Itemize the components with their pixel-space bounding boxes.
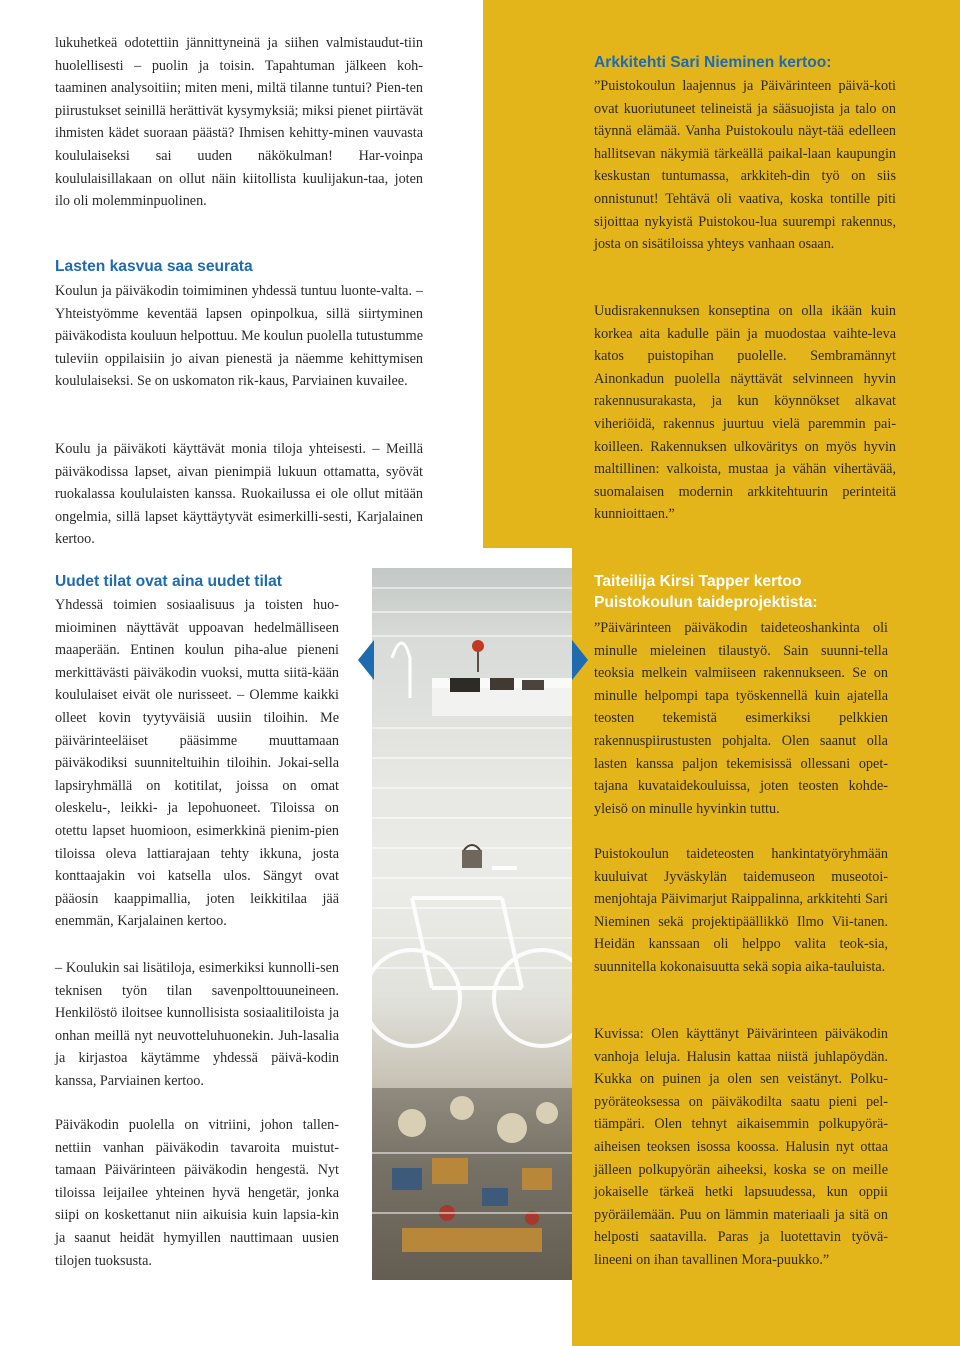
architect-paragraph-1: ”Puistokoulun laajennus ja Päivärinteen päivä-koti ovat kuoriutuneet telineistä ja sääsuojista ja talo on täynnä elämää. Vanha Puistokoulu näyt-tää edelleen hallitsevan näkymiä tärkeällä paikal-laan kaupungin keskustan tuntumassa, arkkiteh-din työ on siis onnistunut! Tehtävä oli vaativa, koska tontille piti sijoittaa nykyistä Puistokou-lua suurempi rakennus, josta on sisätiloissa yhteys vanhaan osaan. (594, 78, 896, 253)
section-heading-lasten-kasvua: Lasten kasvua saa seurata (55, 258, 253, 275)
intro-paragraph: lukuhetkeä odotettiin jännittyneinä ja siihen valmistaudut-tiin huolellisesti – puolin ja toisin. Tapahtuman jälkeen koh-taaminen analysoitiin; miten meni, miltä tilanne tuntui? Pien-ten piirustukset seinillä herättivät kysymyksiä; miksi pienet piirtävät ihmisten kädet suoraan päästä? Ihmisen kehitty-minen vauvasta koululaiseksi sai uuden näkökulman! Har-voinpa koululaisillakaan on ollut näin kiitollista kuulijakun-taa, joten ilo oli molemminpuolinen. (55, 35, 423, 210)
artist-paragraph-1: ”Päivärinteen päiväkodin taideteoshankinta oli minulle mieleinen tilaustyö. Sain suunni-tella teoksia melkein valmiiseen rakennukseen. Se on minulle helpompi tapa työskennellä kuin ajatella teosten tekemistä esimerkiksi pelkkien rakennuspiirustusten pohjalta. Olen saanut olla lasten kanssa paljon tekemisissä ollessani opet-tajana kuvataidekouluissa, joten teosten kohde-yleisö on minulle hyvinkin tuttu. (594, 620, 888, 817)
section1-paragraph-1: Koulun ja päiväkodin toimiminen yhdessä tuntuu luonte-valta. – Yhteistyömme keventää lapsen opinpolkua, sillä siirtyminen päiväkodista kouluun helpottuu. Me koulun puolella tutustumme tuleviin oppilaisiin jo aivan pienestä ja näemme kehittymisen koululaiseksi. Se on uskomaton rik-kaus, Parviainen kuvailee. (55, 283, 423, 390)
arrow-left-icon (358, 640, 374, 680)
architect-heading: Arkkitehti Sari Nieminen kertoo: (594, 54, 832, 71)
section1-paragraph-2: Koulu ja päiväkoti käyttävät monia tiloja yhteisesti. – Meillä päiväkodissa lapset, aivan pienimpiä lukuun ottamatta, syövät ruokalassa koululaisten kanssa. Ruokailussa ei ole ollut mitään ongelmia, sillä lapset käyttäytyvät esimerkilli-sesti, Karjalainen kertoo. (55, 441, 423, 548)
artist-paragraph-3: Kuvissa: Olen käyttänyt Päivärinteen päiväkodin vanhoja leluja. Halusin kattaa niistä juhlapöydän. Kukka on puinen ja olen sen veistänyt. Polku-pyöräteoksessa on päiväkodilta saatu pieni pel-tiämpäri. Olen tehnyt aikaisemmin polkupyörä-aiheisen teoksen isossa koossa. Halusin nyt ottaa jälleen polkupyörän aiheeksi, koska se on meille jokaiselle tärkeä hetki lapsuudessa, kun oppii pyöräilemään. Puu on lämmin materiaali ja sitä on helposti saatavilla. Paras ja luotettavin työvä-lineeni on ihan tavallinen Mora-puukko.” (594, 1026, 888, 1268)
artist-paragraph-2: Puistokoulun taideteosten hankintatyöryhmään kuuluivat Jyväskylän taidemuseon museotoi-menjohtaja Päivimarjut Raippalinna, arkkitehti Sari Nieminen sekä projektipäällikkö Ilmo Vii-tanen. Heidän kanssaan oli helppo valita teok-sia, suunnitella kokonaisuutta sekä sopia aika-tauluista. (594, 846, 888, 975)
section2-paragraph-2: – Koulukin sai lisätiloja, esimerkiksi kunnolli-sen teknisen työn tilan savenpolttouuneineen. Henkilöstö iloitsee kunnollisista sosiaalitiloista ja onhan meillä nyt neuvotteluhuonekin. Juh-lasalia ja kirjastoa käytämme yhdessä päivä-kodin kanssa, Parviainen kertoo. (55, 960, 339, 1089)
section2-paragraph-1: Yhdessä toimien sosiaalisuus ja toisten huo-mioiminen näyttävät uppoavan hedelmälliseen maaperään. Entinen koulun piha-alue pieneni merkittävästi päiväkodin vuoksi, mutta siitä-kään koululaiset eivät ole nurisseet. – Olemme kaikki olleet kovin tyytyväisiä uusiin tiloihin. Me päivärinteeläiset pääsimme muuttamaan päiväkodiksi suunniteltuihin tiloihin. Jokai-sella lapsiryhmällä on kotitilat, joissa on omat oleskelu-, leikki- ja lepohuoneet. Tiloissa on otettu lapset huomioon, esimerkkinä pienim-pien tiloissa oleva lattiarajaan tehty ikkuna, josta konttaajakin voi katsella ulos. Sängyt ovat pääosin kaappimallia, joten leikkitilaa jää enemmän, Karjalainen kertoo. (55, 597, 339, 930)
architect-paragraph-2: Uudisrakennuksen konseptina on olla ikään kuin korkea aita kadulle päin ja muodostaa vaihte-leva katos puistopihan puolelle. Sembramännyt Ainonkadun puolella näyttävät selvinneen hyvin rakennusurakasta, ja kun köynnökset alkavat viheriöidä, rakennus juurtuu vielä paremmin pai-koilleen. Rakennuksen ulkoväritys on myös hyvin maltillinen: valkoista, mustaa ja vähän vihertävää, suomalaisen modernin arkkitehtuurin perinteitä kunnioittaen.” (594, 303, 896, 523)
artist-heading: Taiteilija Kirsi Tapper kertoo Puistokoulun taideprojektista: (594, 573, 818, 611)
artwork-photo (372, 568, 572, 1280)
artwork-photo-illustration (372, 568, 572, 1280)
arrow-right-icon (572, 640, 588, 680)
section-heading-uudet-tilat: Uudet tilat ovat aina uudet tilat (55, 573, 282, 590)
section2-paragraph-3: Päiväkodin puolella on vitriini, johon tallen-nettiin vanhan päiväkodin tavaroita muistut-tamaan Päivärinteen päiväkodin hengestä. Nyt tiloissa leijailee yhteinen hyvä hengetär, jonka siipi on koskettanut niin aikuisia kuin lapsia-kin ja saanut heidät hymyillen nauttimaan uusien tilojen tuoksusta. (55, 1117, 339, 1269)
